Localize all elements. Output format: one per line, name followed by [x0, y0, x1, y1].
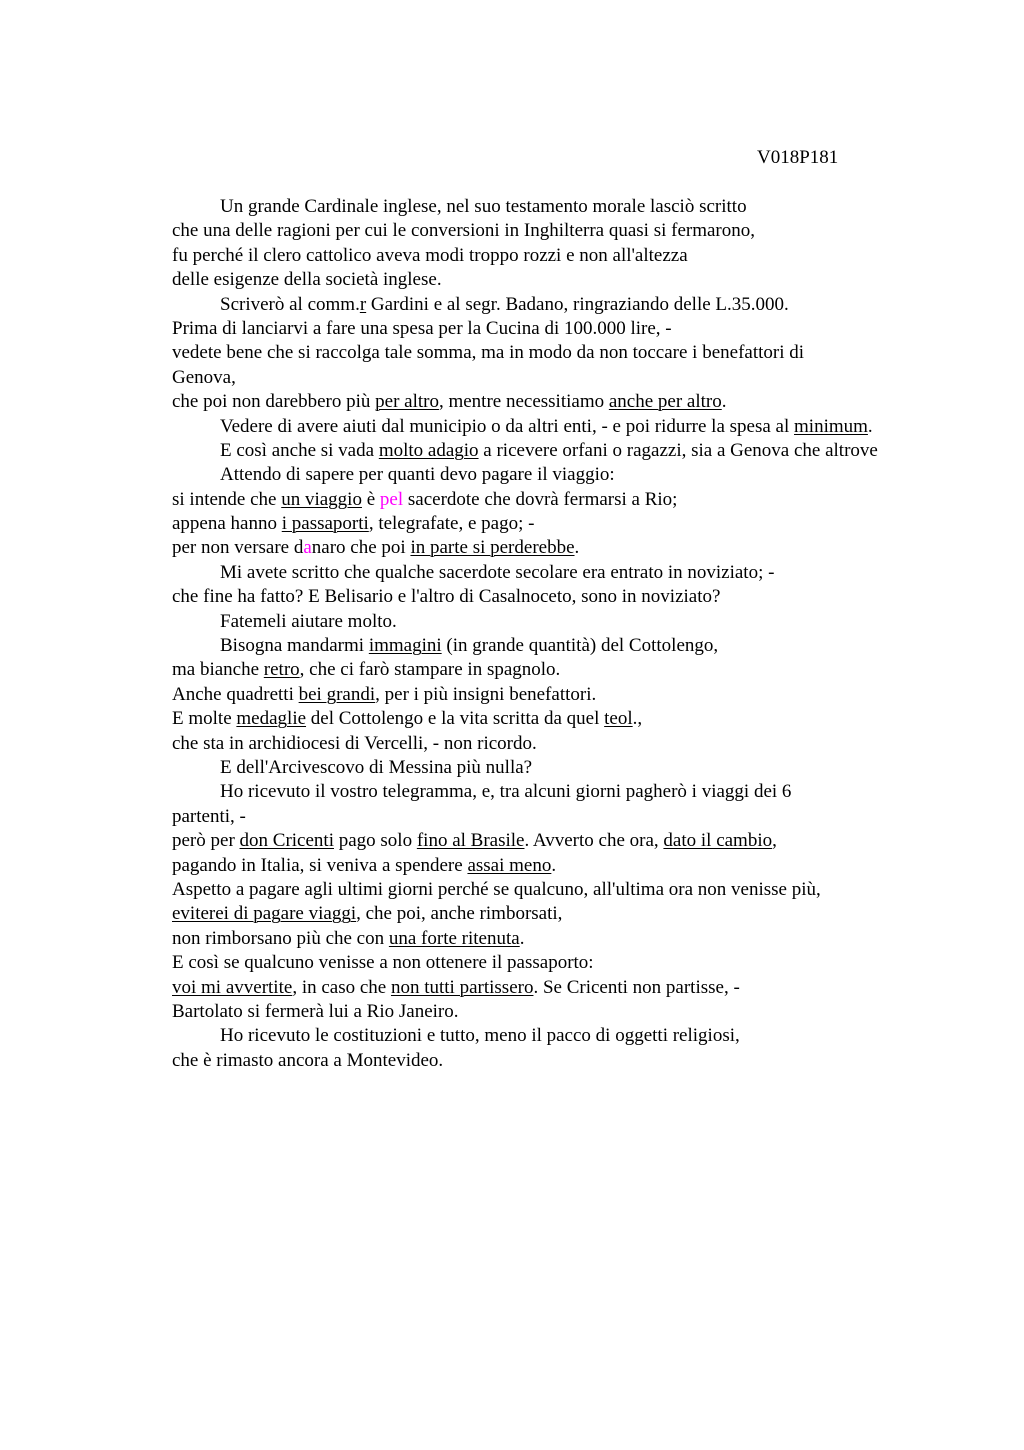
text-segment: che una delle ragioni per cui le conversioni in Inghilterra quasi si fermarono, — [172, 220, 755, 242]
text-line — [172, 463, 952, 487]
underlined-text: don Cricenti — [239, 830, 334, 852]
text-line — [172, 805, 952, 829]
text-line — [172, 732, 952, 756]
text-line — [172, 610, 952, 634]
text-line — [172, 341, 952, 365]
text-segment: , che ci farò stampare in spagnolo. — [299, 659, 561, 681]
text-segment: però per — [172, 830, 240, 852]
text-line — [172, 244, 952, 268]
text-segment: ma bianche — [172, 659, 264, 681]
text-segment: Genova, — [172, 366, 236, 388]
underlined-text: fino al Brasile — [416, 830, 525, 852]
text-line — [172, 1024, 952, 1048]
text-segment: Mi avete scritto che qualche sacerdote secolare era entrato in noviziato; - — [220, 561, 775, 583]
text-segment: non rimborsano più che con — [172, 927, 389, 949]
text-segment: , telegrafate, e pago; - — [368, 513, 535, 535]
text-segment: Ho ricevuto le costituzioni e tutto, meno il pacco di oggetti religiosi, — [220, 1025, 740, 1047]
text-segment: Prima di lanciarvi a fare una spesa per la Cucina di 100.000 lire, - — [172, 317, 672, 339]
text-segment: fu perché il clero cattolico aveva modi troppo rozzi e non all'altezza — [172, 244, 688, 266]
underlined-text: assai meno — [467, 854, 552, 876]
text-segment: . — [867, 415, 873, 437]
text-segment: per non versare d — [172, 537, 304, 559]
text-segment: del Cottolengo e la vita scritta da quel — [306, 708, 605, 730]
text-segment: è — [361, 488, 380, 510]
text-segment: delle esigenze della società inglese. — [172, 269, 442, 291]
text-line — [172, 1000, 952, 1024]
underlined-text: per altro — [375, 391, 439, 413]
underlined-text: in parte si perderebbe — [410, 537, 575, 559]
text-segment: E così anche si vada — [220, 439, 379, 461]
text-line — [172, 390, 952, 414]
text-line — [172, 415, 952, 439]
underlined-text: i passaporti — [281, 513, 369, 535]
text-segment: Scriverò al comm. — [220, 293, 360, 315]
text-line — [172, 780, 952, 804]
text-line — [172, 854, 952, 878]
text-line — [172, 268, 952, 292]
text-line — [172, 683, 952, 707]
text-segment: pagando in Italia, si veniva a spendere — [172, 854, 468, 876]
text-line — [172, 634, 952, 658]
text-segment: E così se qualcuno venisse a non ottenere il passaporto: — [172, 952, 594, 974]
text-segment: . — [551, 854, 557, 876]
text-line — [172, 561, 952, 585]
text-segment: E dell'Arcivescovo di Messina più nulla? — [220, 756, 533, 778]
underlined-text: voi mi avvertite — [172, 976, 293, 998]
text-segment: a ricevere orfani o ragazzi, sia a Genova che altrove — [478, 439, 878, 461]
text-segment: . Avverto che ora, — [524, 830, 664, 852]
highlighted-correction: pel — [379, 488, 404, 510]
text-segment: si intende che — [172, 488, 282, 510]
text-line — [172, 902, 952, 926]
text-segment: Anche quadretti — [172, 683, 299, 705]
text-line — [172, 707, 952, 731]
text-line — [172, 1049, 952, 1073]
text-line — [172, 512, 952, 536]
text-line — [172, 195, 952, 219]
underlined-text: immagini — [368, 635, 442, 657]
text-line — [172, 976, 952, 1000]
text-segment: che sta in archidiocesi di Vercelli, - non ricordo. — [172, 732, 537, 754]
text-segment: Gardini e al segr. Badano, ringraziando delle L.35.000. — [366, 293, 789, 315]
highlighted-correction: a — [303, 537, 312, 559]
text-segment: partenti, - — [172, 805, 246, 827]
underlined-text: molto adagio — [378, 439, 479, 461]
text-segment: Vedere di avere aiuti dal municipio o da altri enti, - e poi ridurre la spesa al — [220, 415, 795, 437]
text-segment: (in grande quantità) del Cottolengo, — [441, 635, 719, 657]
text-line — [172, 439, 952, 463]
text-line — [172, 293, 952, 317]
underlined-text: una forte ritenuta — [388, 927, 520, 949]
text-segment: pago solo — [333, 830, 417, 852]
underlined-text: dato il cambio — [663, 830, 773, 852]
underlined-text: teol — [604, 708, 633, 730]
text-line — [172, 585, 952, 609]
text-line — [172, 829, 952, 853]
text-segment: , in caso che — [292, 976, 391, 998]
text-segment: sacerdote che dovrà fermarsi a Rio; — [403, 488, 678, 510]
letter-body — [172, 195, 952, 1073]
text-line — [172, 536, 952, 560]
text-line — [172, 756, 952, 780]
underlined-text: un viaggio — [281, 488, 362, 510]
text-line — [172, 658, 952, 682]
text-line — [172, 927, 952, 951]
text-line — [172, 317, 952, 341]
underlined-text: r — [359, 293, 367, 315]
text-segment: Fatemeli aiutare molto. — [220, 610, 397, 632]
text-line — [172, 366, 952, 390]
text-segment: naro che poi — [311, 537, 411, 559]
text-segment: Ho ricevuto il vostro telegramma, e, tra alcuni giorni pagherò i viaggi dei 6 — [220, 781, 792, 803]
text-segment: Un grande Cardinale inglese, nel suo testamento morale lasciò scritto — [220, 196, 747, 217]
text-segment: . — [574, 537, 580, 559]
text-segment: . Se Cricenti non partisse, - — [533, 976, 740, 998]
underlined-text: minimum — [794, 415, 868, 437]
underlined-text: non tutti partissero — [390, 976, 534, 998]
text-segment: che fine ha fatto? E Belisario e l'altro di Casalnoceto, sono in noviziato? — [172, 586, 721, 608]
page-id: V018P181 — [757, 147, 839, 168]
text-segment: , che poi, anche rimborsati, — [356, 903, 563, 925]
text-segment: vedete bene che si raccolga tale somma, ma in modo da non toccare i benefattori di — [172, 342, 805, 364]
text-segment: Bartolato si fermerà lui a Rio Janeiro. — [172, 1000, 459, 1022]
text-segment: Attendo di sapere per quanti devo pagare il viaggio: — [220, 464, 615, 486]
text-segment: . — [721, 391, 727, 413]
text-segment: . — [519, 927, 525, 949]
text-line — [172, 951, 952, 975]
text-segment: ., — [632, 708, 643, 730]
text-segment: , per i più insigni benefattori. — [375, 683, 597, 705]
text-line — [172, 219, 952, 243]
underlined-text: eviterei di pagare viaggi — [172, 903, 357, 925]
underlined-text: bei grandi — [298, 683, 376, 705]
text-segment: appena hanno — [172, 513, 282, 535]
text-segment: Bisogna mandarmi — [220, 635, 369, 657]
text-segment: , — [772, 830, 777, 852]
text-segment: E molte — [172, 708, 237, 730]
text-segment: Aspetto a pagare agli ultimi giorni perché se qualcuno, all'ultima ora non venisse più, — [172, 878, 821, 900]
text-segment: che poi non darebbero più — [172, 391, 376, 413]
text-line — [172, 878, 952, 902]
underlined-text: anche per altro — [608, 391, 722, 413]
text-line — [172, 488, 952, 512]
text-segment: , mentre necessitiamo — [438, 391, 609, 413]
underlined-text: medaglie — [236, 708, 307, 730]
text-segment: che è rimasto ancora a Montevideo. — [172, 1049, 444, 1071]
underlined-text: retro — [263, 659, 300, 681]
